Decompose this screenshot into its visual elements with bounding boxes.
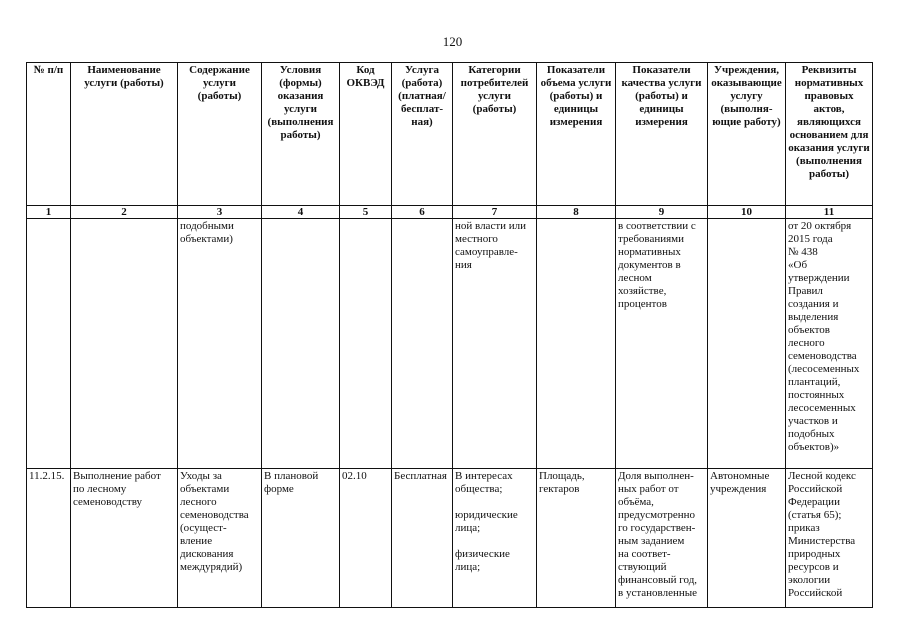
- table-cell: Лесной кодекс Российской Федерации (статья 65); приказ Министерства природных ресурсов и экологии Российской: [786, 469, 873, 608]
- table-cell: 02.10: [340, 469, 392, 608]
- table-cell: ной власти или местного самоуправле- ния: [453, 219, 537, 469]
- header-cell-okved: Код ОКВЭД: [340, 63, 392, 206]
- column-number: 8: [537, 206, 616, 219]
- table-cell: [71, 219, 178, 469]
- column-number: 6: [392, 206, 453, 219]
- header-cell-conditions: Условия (формы) оказания услуги (выполнения работы): [262, 63, 340, 206]
- header-cell-volume-indicators: Показатели объема услуги (работы) и единицы измерения: [537, 63, 616, 206]
- header-cell-content: Содержание услуги (работы): [178, 63, 262, 206]
- table-cell: Площадь, гектаров: [537, 469, 616, 608]
- table-cell: [340, 219, 392, 469]
- header-cell-paid-free: Услуга (работа) (платная/ бесплат-ная): [392, 63, 453, 206]
- table-row: [27, 219, 873, 469]
- column-number: 5: [340, 206, 392, 219]
- table-row: [27, 469, 873, 608]
- header-cell-consumers: Категории потребителей услуги (работы): [453, 63, 537, 206]
- header-cell-service-name: Наименование услуги (работы): [71, 63, 178, 206]
- table-cell: Выполнение работ по лесному семеноводству: [71, 469, 178, 608]
- services-table: [26, 62, 873, 608]
- column-number: 11: [786, 206, 873, 219]
- header-cell-number: № п/п: [27, 63, 71, 206]
- table-cell: [27, 219, 71, 469]
- table-cell: от 20 октября 2015 года № 438 «Об утверждении Правил создания и выделения объектов лесного семеноводства (лесосеменных плантаций, постоянных лесосеменных участков и подобных объектов)»: [786, 219, 873, 469]
- header-cell-quality-indicators: Показатели качества услуги (работы) и единицы измерения: [616, 63, 708, 206]
- table-cell: Бесплатная: [392, 469, 453, 608]
- table-cell: [262, 219, 340, 469]
- column-number: 2: [71, 206, 178, 219]
- header-row: [27, 63, 873, 206]
- table-cell: подобными объектами): [178, 219, 262, 469]
- column-number: 3: [178, 206, 262, 219]
- table-cell: [708, 219, 786, 469]
- table-cell: [537, 219, 616, 469]
- table-cell: Уходы за объектами лесного семеноводства (осущест- вление дискования междурядий): [178, 469, 262, 608]
- header-cell-legal-acts: Реквизиты нормативных правовых актов, являющихся основанием для оказания услуги (выполнения работы): [786, 63, 873, 206]
- table-cell: Доля выполнен- ных работ от объёма, предусмотренно го государствен- ным заданием на соответ- ствующий финансовый год, в установленные: [616, 469, 708, 608]
- column-number: 4: [262, 206, 340, 219]
- column-number: 10: [708, 206, 786, 219]
- table-cell: В плановой форме: [262, 469, 340, 608]
- page-number: 120: [442, 34, 463, 49]
- table-cell: Автономные учреждения: [708, 469, 786, 608]
- table-cell: 11.2.15.: [27, 469, 71, 608]
- table-cell: [392, 219, 453, 469]
- column-number-row: [27, 206, 873, 219]
- column-number: 1: [27, 206, 71, 219]
- header-cell-institutions: Учреждения, оказывающие услугу (выполня-ющие работу): [708, 63, 786, 206]
- table-cell: В интересах общества; юридические лица; физические лица;: [453, 469, 537, 608]
- table-cell: в соответствии с требованиями нормативных документов в лесном хозяйстве, процентов: [616, 219, 708, 469]
- column-number: 7: [453, 206, 537, 219]
- column-number: 9: [616, 206, 708, 219]
